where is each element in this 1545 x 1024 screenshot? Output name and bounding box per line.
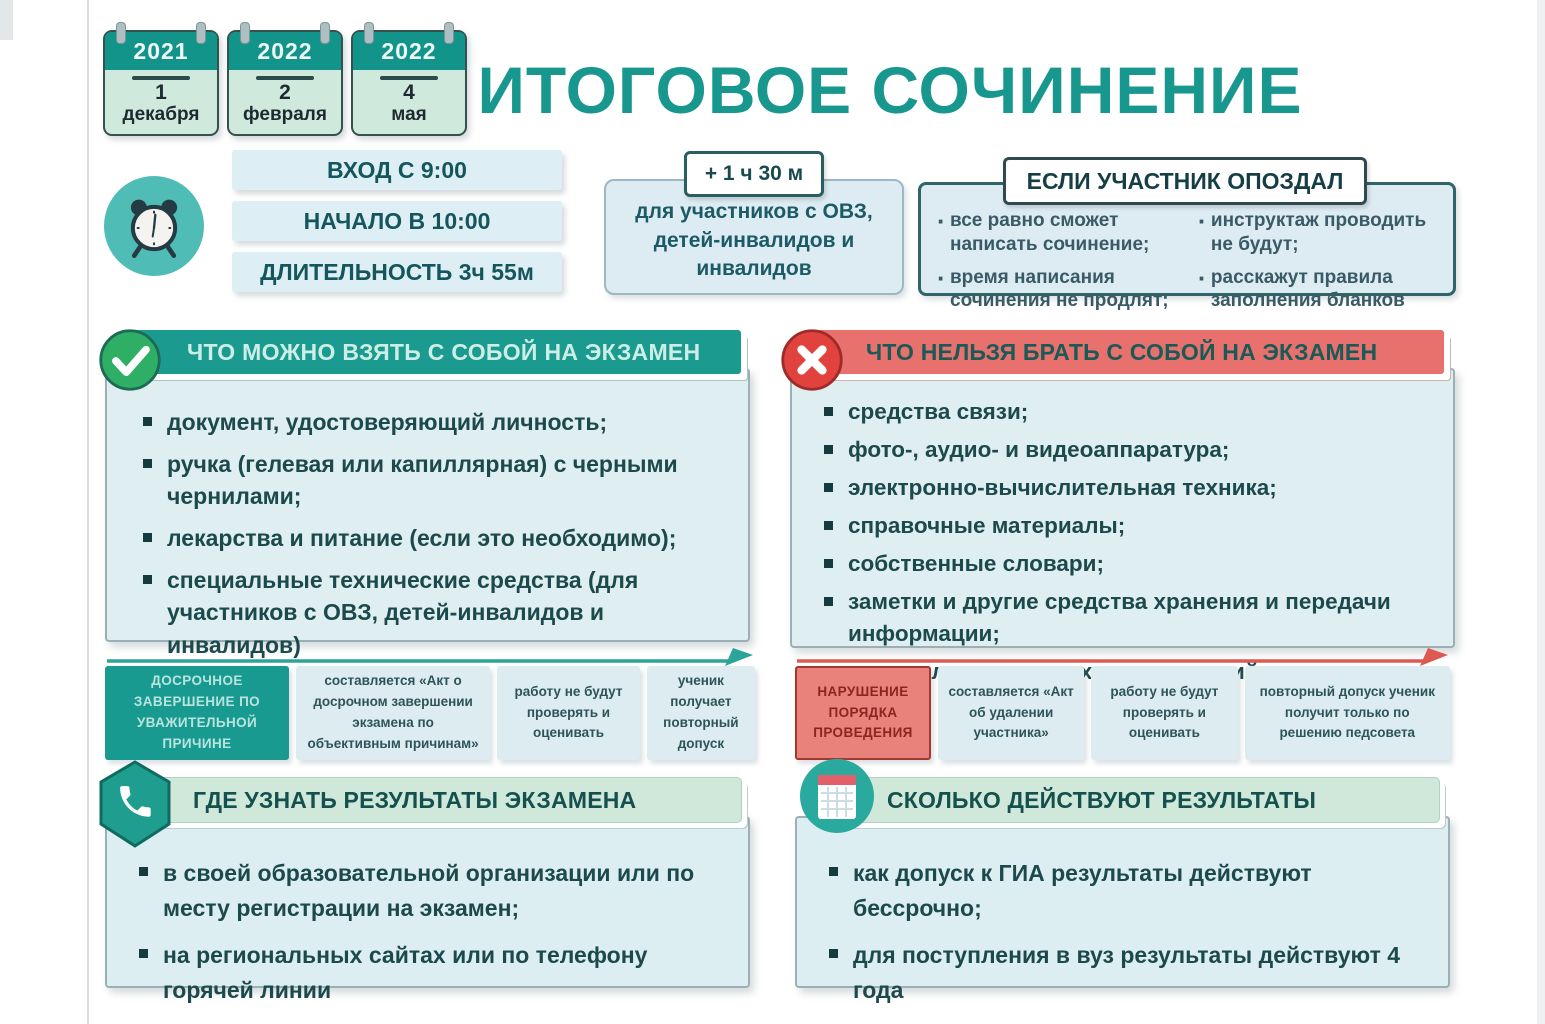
list-item: на региональных сайтах или по телефону горячей линии (137, 938, 724, 1007)
flow-early-finish (105, 648, 755, 760)
check-icon (97, 327, 163, 398)
flow-step: работу не будут проверять и оценивать (497, 666, 640, 760)
list-item: документ, удостоверяющий личность; (141, 406, 708, 439)
list-item: специальные технические средства (для участников с ОВЗ, детей-инвалидов и инвалидов) (141, 564, 708, 662)
forbidden-list (822, 396, 1435, 688)
results-where-header: ГДЕ УЗНАТЬ РЕЗУЛЬТАТЫ ЭКЗАМЕНА (128, 777, 742, 823)
calendar-month: мая (391, 104, 427, 126)
late-item: · инструктаж проводить не будут; (1198, 209, 1441, 257)
calendar-divider (132, 76, 190, 80)
calendar-card (351, 30, 467, 136)
calendar-card (103, 30, 219, 136)
forbidden-panel (790, 368, 1455, 648)
list-item: заметки и другие средства хранения и передачи информации; (822, 586, 1435, 650)
schedule-entry-time: ВХОД С 9:00 (232, 150, 562, 190)
extra-time-badge: + 1 ч 30 м (684, 151, 824, 197)
flow-step: составляется «Акт о досрочном завершении экзамена по объективным причинам» (296, 666, 490, 760)
list-item: в своей образовательной организации или по месту регистрации на экзамен; (137, 856, 724, 925)
calendar-year: 2021 (105, 32, 217, 70)
list-item: собственные словари; (822, 548, 1435, 580)
calendar-divider (256, 76, 314, 80)
flow-step: повторный допуск ученик получит только по решению педсовета (1245, 666, 1450, 760)
results-where-panel (105, 816, 750, 1003)
calendar-pin-icon (444, 22, 454, 44)
results-validity-list (827, 856, 1424, 1007)
results-validity-header: СКОЛЬКО ДЕЙСТВУЮТ РЕЗУЛЬТАТЫ (822, 777, 1440, 823)
calendar-card (227, 30, 343, 136)
flow-violation (795, 648, 1450, 760)
late-panel-title: ЕСЛИ УЧАСТНИК ОПОЗДАЛ (1003, 157, 1367, 205)
calendar-pin-icon (364, 22, 374, 44)
calendar-year: 2022 (353, 32, 465, 70)
calendar-pin-icon (320, 22, 330, 44)
calendar-year: 2022 (229, 32, 341, 70)
list-item: средства связи; (822, 396, 1435, 428)
flow-step: ученик получает повторный допуск (647, 666, 755, 760)
late-item: · все равно сможет написать сочинение; (937, 209, 1176, 257)
page-edge-left (87, 0, 89, 1024)
flow-arrow-red-icon (795, 648, 1450, 666)
list-item: лекарства и питание (если это необходимо); (141, 522, 708, 555)
flow-head: ДОСРОЧНОЕ ЗАВЕРШЕНИЕ ПО УВАЖИТЕЛЬНОЙ ПРИЧИНЕ (105, 666, 289, 760)
calendar-day: 1 (155, 81, 167, 104)
page-edge-right (1537, 0, 1545, 1024)
flow-step: составляется «Акт об удалении участника» (938, 666, 1084, 760)
list-item: электронно-вычислительная техника; (822, 472, 1435, 504)
forbidden-header: ЧТО НЕЛЬЗЯ БРАТЬ С СОБОЙ НА ЭКЗАМЕН (814, 330, 1444, 374)
list-item: фото-, аудио- и видеоаппаратура; (822, 434, 1435, 466)
page-title: ИТОГОВОЕ СОЧИНЕНИЕ (477, 53, 1303, 127)
late-item: · расскажут правила заполнения бланков (1198, 266, 1441, 314)
calendar-month: декабря (122, 104, 200, 126)
late-item: · время написания сочинения не продлят; (937, 266, 1176, 314)
schedule-start-time: НАЧАЛО В 10:00 (232, 201, 562, 241)
phone-icon (99, 760, 171, 853)
extra-time-note: для участников с ОВЗ, детей-инвалидов и инвалидов (604, 179, 904, 295)
calendar-pin-icon (240, 22, 250, 44)
calendar-month: февраля (243, 104, 327, 126)
list-item: справочные материалы; (822, 510, 1435, 542)
alarm-clock-icon (104, 176, 204, 276)
calendar-day: 2 (279, 81, 291, 104)
calendar-divider (380, 76, 438, 80)
calendar-icon (799, 758, 875, 839)
results-where-list (137, 856, 724, 1007)
flow-arrow-teal-icon (105, 648, 755, 666)
x-icon (779, 327, 845, 398)
list-item: как допуск к ГИА результаты действуют бессрочно; (827, 856, 1424, 925)
calendar-pin-icon (116, 22, 126, 44)
flow-step: работу не будут проверять и оценивать (1091, 666, 1237, 760)
flow-head: НАРУШЕНИЕ ПОРЯДКА ПРОВЕДЕНИЯ (795, 666, 931, 760)
page-corner-artifact (0, 0, 13, 40)
results-validity-panel (795, 816, 1450, 1003)
schedule-duration: ДЛИТЕЛЬНОСТЬ 3ч 55м (232, 252, 562, 292)
calendar-pin-icon (196, 22, 206, 44)
list-item: ручка (гелевая или капиллярная) с черными чернилами; (141, 448, 708, 513)
calendar-day: 4 (403, 81, 415, 104)
allowed-list (141, 406, 708, 662)
allowed-panel (105, 368, 750, 658)
allowed-header: ЧТО МОЖНО ВЗЯТЬ С СОБОЙ НА ЭКЗАМЕН (129, 330, 741, 374)
list-item: для поступления в вуз результаты действуют 4 года (827, 938, 1424, 1007)
